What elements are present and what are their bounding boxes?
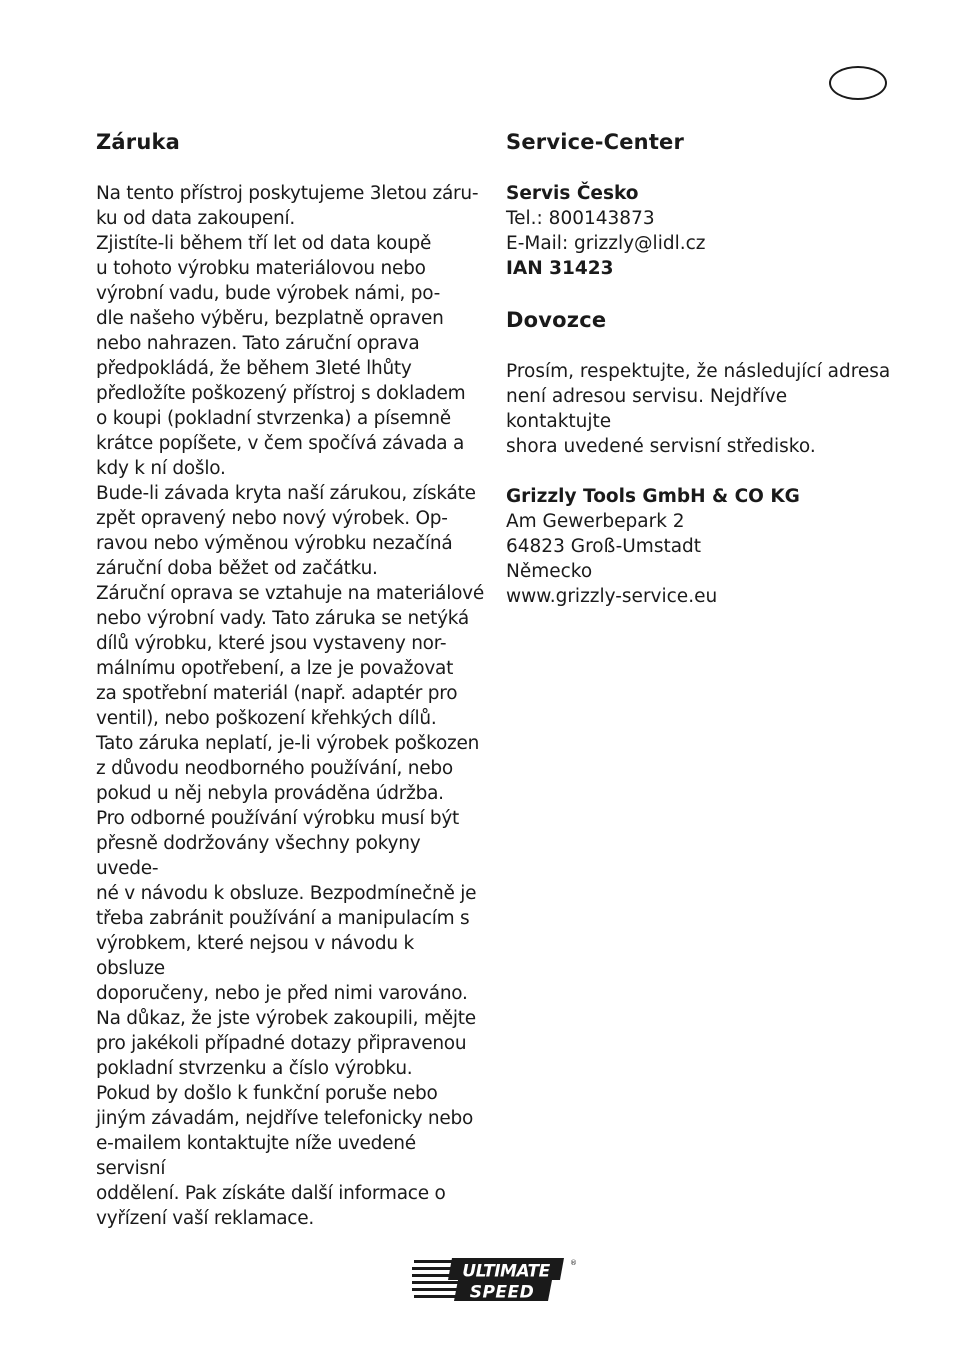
importer-heading: Dovozce xyxy=(506,308,607,332)
importer-street: Am Gewerbepark 2 xyxy=(506,511,685,532)
ultimate-speed-logo xyxy=(412,1255,576,1309)
service-phone: Tel.: 800143873 xyxy=(506,208,655,229)
importer-city: 64823 Groß-Umstadt xyxy=(506,536,702,557)
registered-mark: ® xyxy=(570,1259,577,1267)
importer-website: www.grizzly-service.eu xyxy=(506,586,718,607)
warranty-section xyxy=(96,128,486,1231)
importer-country: Německo xyxy=(506,561,593,582)
warranty-heading: Záruka xyxy=(96,130,181,154)
ian-number: IAN 31423 xyxy=(506,258,614,279)
logo-line1: ULTIMATE xyxy=(462,1261,550,1282)
importer-company: Grizzly Tools GmbH & CO KG xyxy=(506,486,800,507)
warranty-text: Na tento přístroj poskytujeme 3letou záru- ku od data zakoupení. Zjistíte-li během tří let od data koupě u tohoto výrobku materiálovou nebo výrobní vadu, bude výrobek námi, po- dle našeho výběru, bezplatně opraven nebo nahrazen. Tato záruční oprava předpokládá, že během 3leté lhůty předložíte poškozený přístroj s dokladem o koupi (pokladní stvrzenka) a písemně krátce popíšete, v čem spočívá závada a kdy k ní došlo. Bude-li závada kryta naší zárukou, získáte zpět opravený nebo nový výrobek. Op- ravou nebo výměnou výrobku nezačíná záruční doba běžet od začátku. Záruční oprava se vztahuje na materiálové nebo výrobní vady. Tato záruka se netýká dílů výrobku, které jsou vystaveny nor- málnímu opotřebení, a lze je považovat za spotřební materiál (např. adaptér pro ventil), nebo poškození křehkých dílů. Tato záruka neplatí, je-li výrobek poškozen z důvodu neodborného používání, nebo pokud u něj nebyla prováděna údržba. Pro odborné používání výrobku musí být přesně dodržovány všechny pokyny uvede- né v návodu k obsluze. Bezpodmínečně je třeba zabránit používání a manipulacím s výrobkem, které nejsou v návodu k obsluze doporučeny, nebo je před nimi varováno. Na důkaz, že jste výrobek zakoupili, mějte pro jakékoli případné dotazy připravenou pokladní stvrzenku a číslo výrobku. Pokud by došlo k funkční poruše nebo jiným závadám, nejdříve telefonicky nebo e-mailem kontaktujte níže uvedené servisní oddělení. Pak získáte další informace o vyřízení vaší reklamace. xyxy=(96,183,484,1229)
service-email: E-Mail: grizzly@lidl.cz xyxy=(506,233,706,254)
importer-note: Prosím, respektujte, že následující adresa není adresou servisu. Nejdříve kontaktujte shora uvedené servisní středisko. xyxy=(506,361,891,457)
country-code-badge xyxy=(829,66,887,100)
service-center-heading: Service-Center xyxy=(506,130,685,154)
service-section xyxy=(506,128,896,609)
service-name: Servis Česko xyxy=(506,183,639,204)
logo-line2: SPEED xyxy=(469,1282,535,1303)
